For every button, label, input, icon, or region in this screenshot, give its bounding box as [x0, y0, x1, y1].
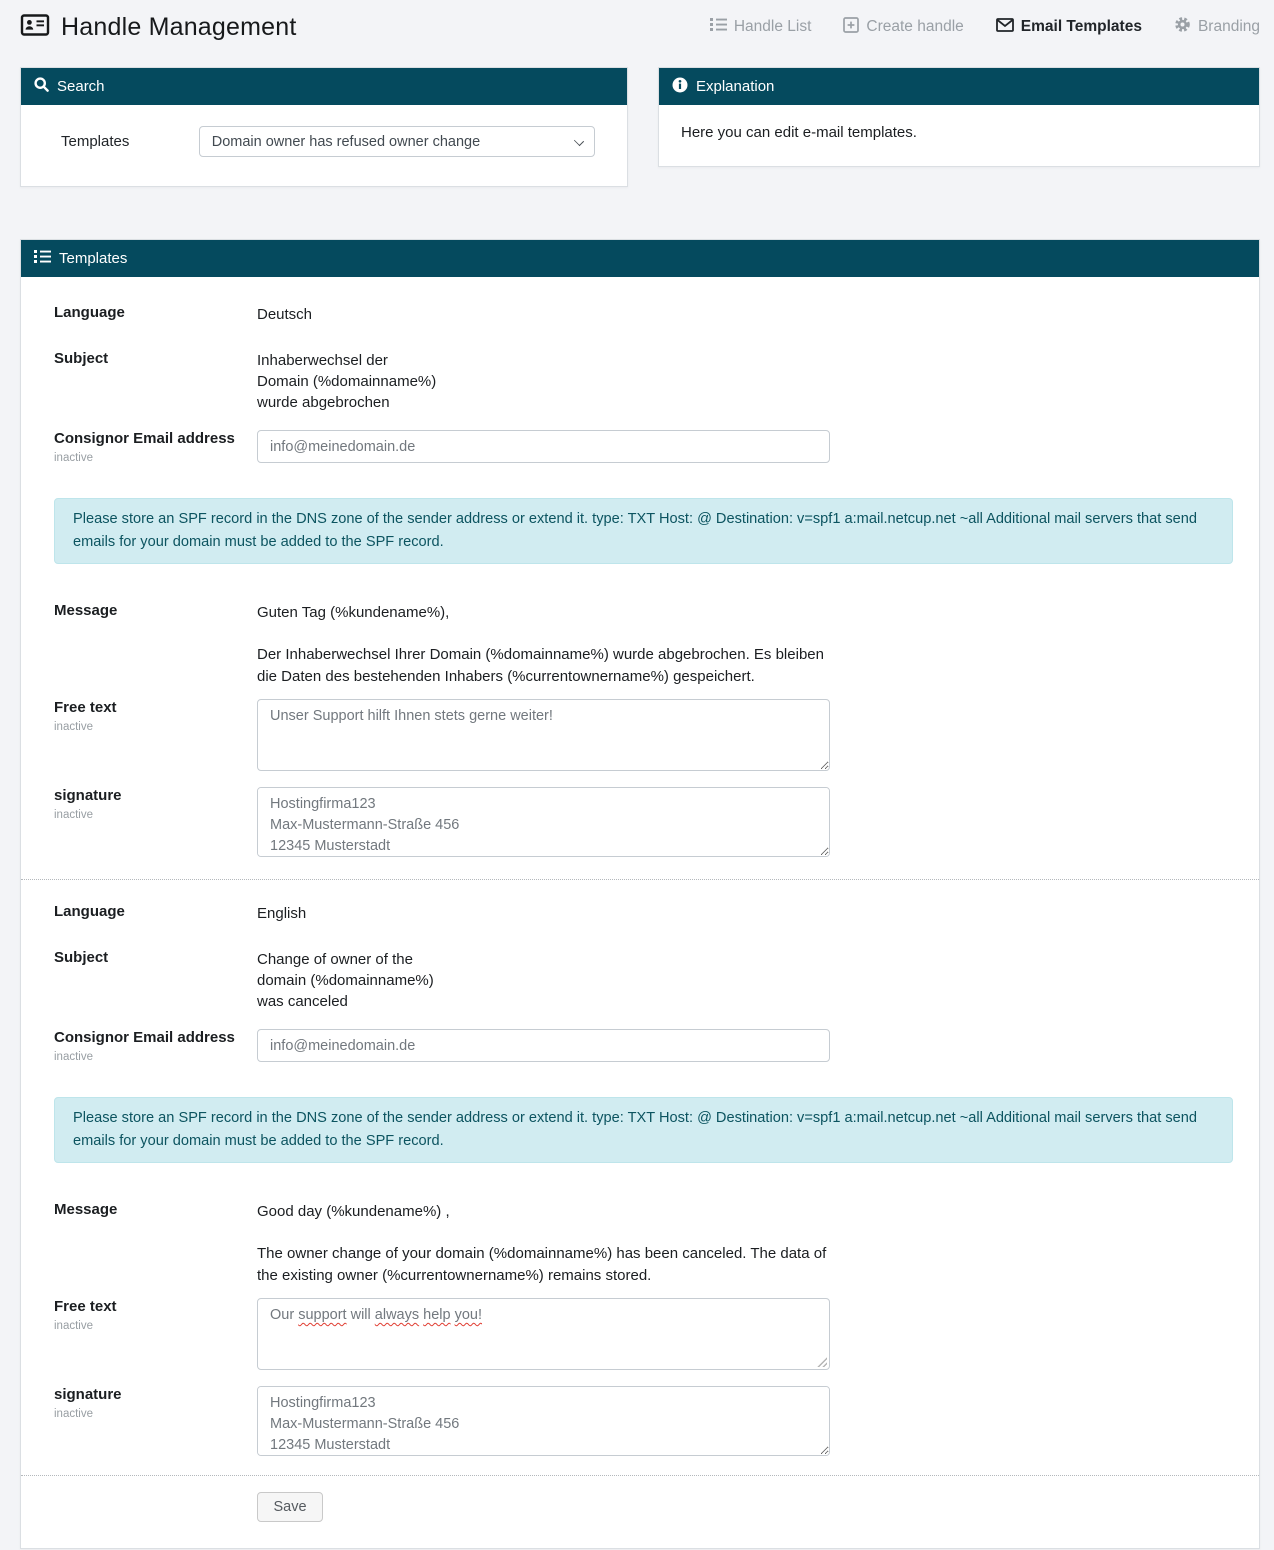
language-row	[54, 304, 1233, 325]
search-panel-body	[21, 105, 627, 186]
explanation-panel-title: Explanation	[696, 78, 775, 95]
subject-line: domain (%domainname%)	[257, 972, 434, 989]
list-icon	[710, 17, 727, 37]
template-select-wrap	[199, 126, 595, 157]
search-panel-title: Search	[57, 78, 105, 95]
inactive-badge: inactive	[54, 721, 93, 733]
nav-branding[interactable]	[1174, 16, 1260, 38]
free-text-label: Free text	[54, 1298, 117, 1315]
subject-line: Change of owner of the	[257, 951, 413, 968]
message-body: The owner change of your domain (%domainname%) has been canceled. The data of the existing owner (%currentownername%) remains stored.	[257, 1245, 827, 1284]
template-select[interactable]: Domain owner has refused owner change	[199, 126, 595, 157]
top-bar	[0, 0, 1274, 54]
consignor-row	[54, 1029, 1233, 1063]
signature-row	[54, 787, 1233, 857]
free-text-word-misspelled: support	[298, 1307, 347, 1323]
free-text-word-misspelled: help	[423, 1307, 451, 1323]
free-text-word: Our	[270, 1307, 299, 1323]
save-row	[21, 1476, 1259, 1548]
upper-panels	[0, 54, 1274, 187]
brand	[20, 12, 297, 42]
subject-label: Subject	[54, 350, 109, 367]
language-label: Language	[54, 903, 125, 920]
explanation-panel	[658, 67, 1260, 167]
signature-input[interactable]	[257, 787, 830, 857]
message-value	[257, 602, 832, 687]
message-value	[257, 1201, 832, 1286]
templates-panel	[20, 239, 1260, 1549]
nav-create-handle[interactable]	[843, 17, 963, 38]
subject-value	[257, 350, 436, 413]
envelope-icon	[996, 18, 1014, 37]
signature-label: signature	[54, 1386, 122, 1403]
spf-alert: Please store an SPF record in the DNS zone of the sender address or extend it. type: TXT Host: @ Destination: v=spf1 a:mail.netcup.net ~all Additional mail servers that send emails for your domain must be added to the SPF record.	[54, 498, 1233, 564]
free-text-row	[54, 699, 1233, 771]
subject-value	[257, 949, 434, 1012]
templates-select-label: Templates	[61, 133, 130, 150]
signature-row	[54, 1386, 1233, 1456]
free-text-input[interactable]	[257, 1298, 830, 1370]
language-value: Deutsch	[257, 306, 313, 323]
consignor-label: Consignor Email address	[54, 430, 235, 447]
address-card-icon	[20, 12, 50, 42]
template-section-german	[21, 277, 1259, 879]
message-greeting: Guten Tag (%kundename%),	[257, 604, 450, 621]
subject-row	[54, 949, 1233, 1012]
message-row	[54, 1201, 1233, 1286]
save-button[interactable]: Save	[257, 1492, 323, 1522]
subject-line: Inhaberwechsel der	[257, 352, 388, 369]
explanation-panel-header	[659, 68, 1259, 105]
top-nav	[710, 16, 1260, 38]
nav-label: Email Templates	[1020, 18, 1142, 35]
inactive-badge: inactive	[54, 809, 93, 821]
plus-square-icon	[843, 17, 859, 38]
signature-input[interactable]	[257, 1386, 830, 1456]
free-text-word-misspelled: always	[374, 1307, 420, 1323]
message-greeting: Good day (%kundename%) ,	[257, 1203, 450, 1220]
subject-line: wurde abgebrochen	[257, 394, 390, 411]
inactive-badge: inactive	[54, 1320, 93, 1332]
spf-alert: Please store an SPF record in the DNS zone of the sender address or extend it. type: TXT Host: @ Destination: v=spf1 a:mail.netcup.net ~all Additional mail servers that send emails for your domain must be added to the SPF record.	[54, 1097, 1233, 1163]
subject-label: Subject	[54, 949, 109, 966]
search-icon	[34, 77, 49, 96]
inactive-badge: inactive	[54, 1408, 93, 1420]
nav-label: Handle List	[733, 18, 812, 35]
nav-label: Create handle	[866, 18, 964, 35]
list-icon	[34, 249, 51, 268]
subject-line: was canceled	[257, 993, 348, 1010]
templates-panel-header	[21, 240, 1259, 277]
gear-icon	[1174, 16, 1191, 38]
resize-handle[interactable]	[816, 1356, 827, 1367]
free-text-word-misspelled: you!	[454, 1307, 483, 1323]
nav-email-templates[interactable]	[996, 18, 1142, 37]
consignor-email-input[interactable]	[257, 1029, 830, 1062]
template-section-english	[21, 880, 1259, 1475]
info-circle-icon	[672, 77, 688, 97]
inactive-badge: inactive	[54, 452, 93, 464]
search-panel	[20, 67, 628, 187]
language-row	[54, 903, 1233, 924]
free-text-label: Free text	[54, 699, 117, 716]
consignor-row	[54, 430, 1233, 464]
free-text-row	[54, 1298, 1233, 1370]
nav-handle-list[interactable]	[710, 17, 812, 37]
nav-label: Branding	[1197, 18, 1260, 35]
page-title: Handle Management	[61, 12, 297, 41]
message-label: Message	[54, 1201, 118, 1218]
language-label: Language	[54, 304, 125, 321]
message-label: Message	[54, 602, 118, 619]
consignor-email-input[interactable]	[257, 430, 830, 463]
templates-panel-title: Templates	[59, 250, 128, 267]
explanation-text: Here you can edit e-mail templates.	[681, 124, 917, 141]
search-panel-header	[21, 68, 627, 105]
free-text-input[interactable]	[257, 699, 830, 771]
language-value: English	[257, 905, 307, 922]
message-body: Der Inhaberwechsel Ihrer Domain (%domainname%) wurde abgebrochen. Es bleiben die Daten des bestehenden Inhabers (%currentownername%) gespeichert.	[257, 646, 824, 685]
subject-line: Domain (%domainname%)	[257, 373, 437, 390]
consignor-label: Consignor Email address	[54, 1029, 235, 1046]
signature-label: signature	[54, 787, 122, 804]
subject-row	[54, 350, 1233, 413]
free-text-word: will	[346, 1307, 375, 1323]
message-row	[54, 602, 1233, 687]
inactive-badge: inactive	[54, 1051, 93, 1063]
